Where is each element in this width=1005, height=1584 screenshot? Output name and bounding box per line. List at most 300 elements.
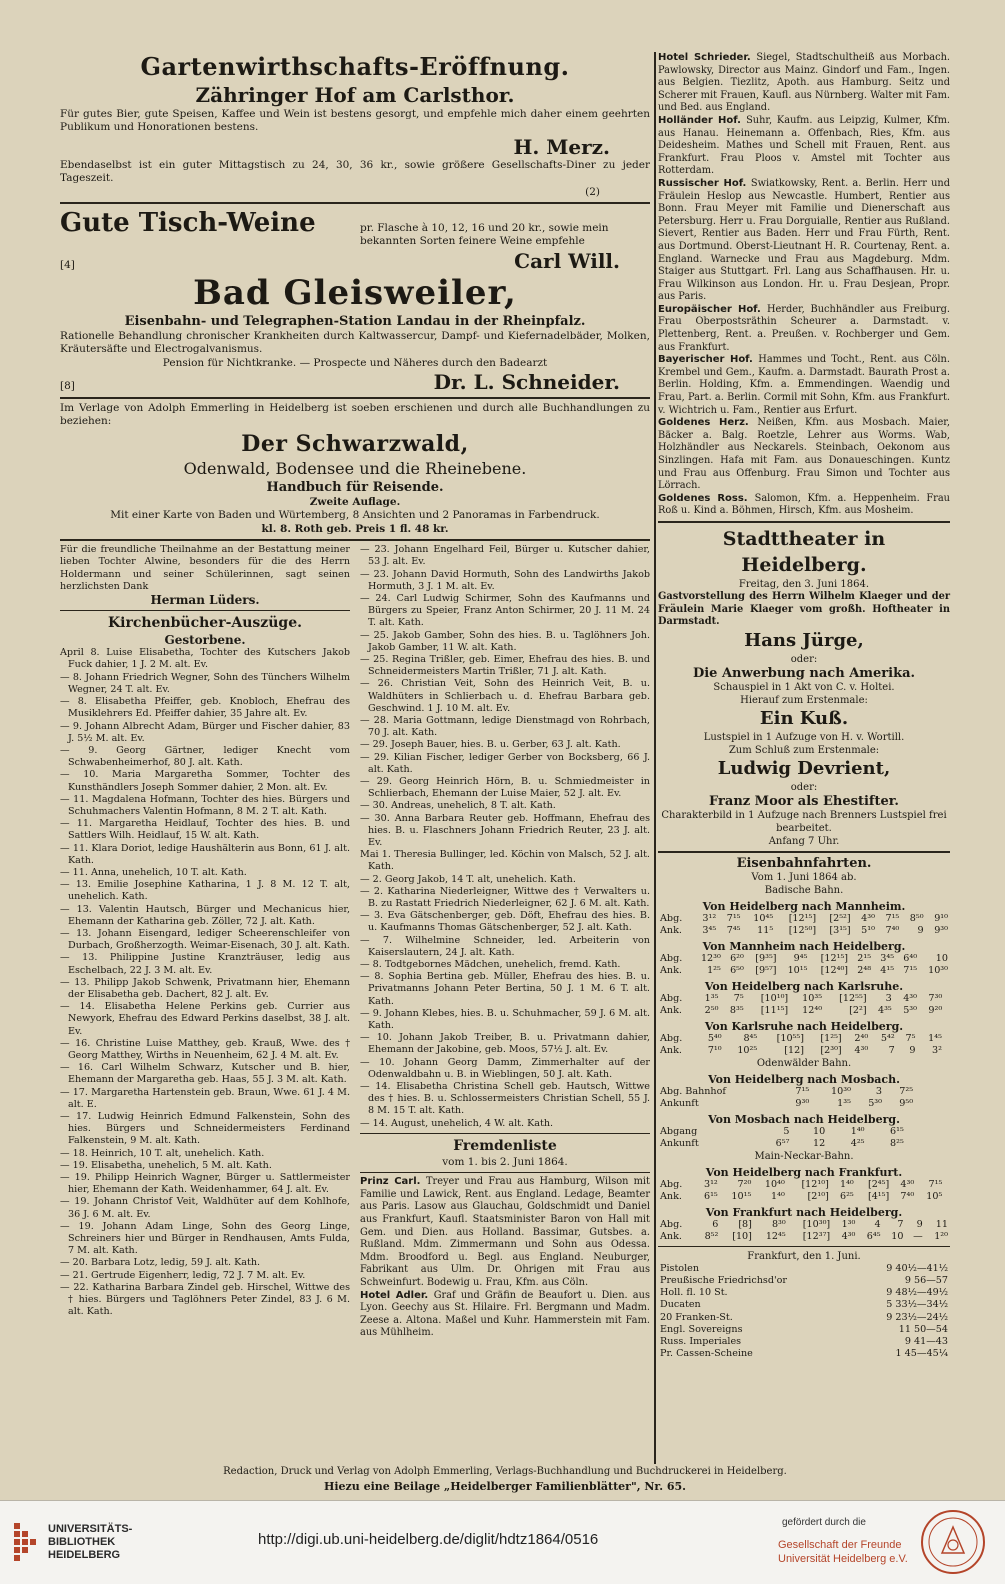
rail-cell	[923, 1138, 932, 1150]
rail-cell: 2⁴⁰	[854, 1032, 869, 1044]
viewer-footer-bar	[0, 1500, 1005, 1584]
death-entry: — 2. Georg Jakob, 14 T. alt, unehelich. Kath.	[360, 873, 576, 885]
rail-row	[658, 1086, 950, 1098]
rail-cell: 8⁵⁰	[909, 912, 924, 924]
death-entry: — 8. Elisabetha Pfeiffer, geb. Knobloch, Ehefrau des Musiklehrers Ed. Pfeiffer dahier, 35 Jahre alt. Ev.	[60, 696, 350, 720]
rate-label: Russ. Imperiales	[660, 1335, 742, 1347]
rail-cell	[941, 1138, 950, 1150]
rate-row	[658, 1275, 950, 1287]
rail-cell: Ank.	[660, 1190, 682, 1202]
rate-label: Pr. Cassen-Scheine	[660, 1348, 753, 1360]
death-entry: — 19. Elisabetha, unehelich, 5 M. alt. Kath.	[60, 1159, 272, 1171]
rail-cell: 8⁵²	[704, 1230, 719, 1242]
rate-row	[658, 1336, 950, 1348]
hotel-name: Hotel Schrieder.	[658, 52, 757, 63]
rail-cell: 9⁴⁵	[793, 952, 808, 964]
rail-cell: 12³⁰	[700, 952, 721, 964]
hotel-name: Holländer Hof.	[658, 114, 747, 126]
death-entry: — 29. Georg Heinrich Hörn, B. u. Schmiedmeister in Schlierbach, Ehemann der Luise Maier, 52 J. alt. Ev.	[360, 775, 650, 800]
kirche-subtitle: Gestorbene.	[164, 633, 246, 648]
rail-line-name: Main-Neckar-Bahn.	[754, 1150, 854, 1162]
death-entry: — 10. Johann Georg Damm, Zimmerhalter auf der Odenwaldbahn u. B. in Wieblingen, 50 J. alt. Kath.	[360, 1056, 650, 1080]
divider	[658, 1246, 950, 1247]
theater-play1-desc: Schauspiel in 1 Akt von C. v. Holtei.	[713, 681, 895, 693]
divider	[60, 397, 650, 399]
footer-imprint: Redaction, Druck und Verlag von Adolph Emmerling, Verlags-Buchhandlung und Buchdruckerei in Heidelberg.	[223, 1466, 787, 1477]
rail-cell: 7¹⁵	[903, 964, 918, 976]
guest-text: Salomon, Kfm. a. Heppenheim. Frau Roß u. Kind a. Böhmen, Hirsch, Kfm. aus Mosheim.	[658, 492, 950, 517]
rate-value: 1 45—45¼	[895, 1348, 948, 1360]
hotel-name: Russischer Hof.	[658, 177, 751, 189]
dank-text: Für die freundliche Theilnahme an der Bestattung meiner lieben Tochter Alwine, besonders für die des Herrn Holdermann und seiner Schülerinnen, sagt seinen herzlichsten Dank	[60, 544, 350, 592]
rail-cell: 7⁴⁰	[885, 924, 900, 936]
theater-play3-desc: Charakterbild in 1 Aufzuge nach Brenners Lustspiel frei bearbeitet.	[661, 809, 947, 834]
rail-route: Von Heidelberg nach Mannheim.	[702, 899, 906, 913]
rail-cell	[915, 1098, 922, 1110]
guest-entry	[658, 178, 950, 304]
death-entry: — 11. Klara Doriot, ledige Haushälterin aus Bonn, 61 J. alt. Kath.	[60, 842, 350, 866]
rail-row	[658, 1191, 950, 1203]
library-name[interactable]	[48, 1523, 132, 1562]
rate-row	[658, 1287, 950, 1299]
divider	[360, 1172, 650, 1173]
rail-cell: Ank.	[660, 924, 682, 936]
theater-play3: Ludwig Devrient,	[717, 757, 891, 779]
rail-cell: 11⁵	[757, 924, 774, 936]
death-entry: — 23. Johann David Hormuth, Sohn des Landwirths Jakob Hormuth, 3 J. 1 M. alt. Ev.	[360, 568, 650, 592]
rail-cell: 9³⁰	[934, 924, 948, 936]
rail-table	[658, 1179, 950, 1203]
rail-line-name: Odenwälder Bahn.	[756, 1057, 852, 1069]
rail-cell: 6¹⁵	[890, 1125, 904, 1137]
rail-cell: 8³⁰	[771, 1218, 786, 1230]
ad-wein-text: pr. Flasche à 10, 12, 16 und 20 kr., sowie mein bekannten Sorten feinere Weine empfehle	[360, 222, 609, 248]
theater-ad	[658, 526, 950, 848]
theater-oder1: oder:	[790, 653, 818, 665]
rate-value: 9 48½—49½	[886, 1287, 948, 1299]
theater-play2: Ein Kuß.	[759, 707, 849, 729]
rail-table	[658, 993, 950, 1017]
rail-cell: 6¹⁵	[703, 1190, 718, 1202]
rail-cell: 5⁴²	[880, 1032, 895, 1044]
rail-row	[658, 1179, 950, 1191]
death-entry: — 9. Johann Klebes, hies. B. u. Schuhmacher, 59 J. 6 M. alt. Kath.	[360, 1007, 650, 1032]
death-entry: — 18. Heinrich, 10 T. alt, unehelich. Kath.	[60, 1147, 265, 1159]
rail-cell	[915, 1126, 924, 1138]
death-entry: — 19. Johann Adam Linge, Sohn des Georg Linge, Schreiners hier und Bürger in Rendhausen, Amts Fulda, 7 M. alt. Kath.	[60, 1220, 350, 1257]
rail-cell: 7⁵	[733, 992, 744, 1004]
death-entry: — 14. Elisabetha Helene Perkins geb. Currier aus Newyork, Ehefrau des Edward Perkins daselbst, 38 J. alt. Ev.	[60, 1001, 350, 1037]
ad-bad-num: [8]	[60, 380, 75, 393]
rail-cell: [2³⁰]	[820, 1044, 842, 1056]
rail-cell: 2⁵⁰	[704, 1004, 719, 1016]
death-entry: — 7. Wilhelmine Schneider, led. Arbeiterin von Kaiserslautern, 24 J. alt. Kath.	[360, 934, 650, 958]
ad-garten-text: Für gutes Bier, gute Speisen, Kaffee und Wein ist bestens gesorgt, und empfehle mich daher einem geehrten Publikum und Honorationen bestens.	[60, 108, 650, 134]
guest-text: Graf und Gräfin de Beaufort u. Dien. aus Lyon. Geechy aus St. Hilaire. Frl. Bergmann und Madm. Zeese a. Altona. Maßel und Kuhr. Hammerstein mit Fam. aus Mühlheim.	[360, 1289, 650, 1339]
rail-cell: 9¹⁰	[934, 912, 948, 924]
inner-col-left	[60, 544, 350, 1340]
theater-date: Freitag, den 3. Juni 1864.	[738, 578, 870, 590]
library-logo-icon[interactable]	[14, 1523, 40, 1563]
rail-row	[658, 1045, 950, 1057]
rail-cell: 10	[891, 1230, 904, 1242]
library-name-line2: BIBLIOTHEK	[48, 1536, 116, 1548]
footer-supplement: Hiezu eine Beilage „Heidelberger Familienblätter", Nr. 65.	[323, 1480, 686, 1493]
theater-oder3: oder:	[790, 781, 818, 793]
rate-value: 9 23½—24½	[886, 1311, 948, 1323]
divider	[360, 1133, 650, 1134]
guest-text: Neißen, Kfm. aus Mosbach. Maier, Bäcker a. Balg. Roetzle, Lehrer aus Worms. Wab, Holzhändler aus Neckarels. Steinbach, Oekonom aus Sinzlingen. Hafa mit Fam. aus Donaueschingen. Kuntz und Frau aus Offenburg. Frau Simon und Tochter aus Lörrach.	[658, 417, 950, 492]
rail-route: Von Frankfurt nach Heidelberg.	[705, 1205, 903, 1219]
rail-cell: 4²⁵	[850, 1137, 865, 1149]
divider	[658, 521, 950, 523]
rail-cell: 1⁴⁰	[850, 1125, 865, 1137]
fremden-list-left	[360, 1176, 650, 1340]
rail-cell	[922, 1098, 929, 1110]
rail-cell: 6⁵⁰	[730, 964, 744, 976]
death-entry: — 3. Eva Gätschenberger, geb. Döft, Ehefrau des hies. B. u. Kaufmanns Thomas Gätschenberger, 52 J. alt. Kath.	[360, 910, 650, 934]
rate-label: Holl. fl. 10 St.	[660, 1287, 728, 1299]
death-entry: — 30. Anna Barbara Reuter geb. Hoffmann, Ehefrau des hies. B. u. Flaschners Johann Friedrich Reuter, 23 J. alt. Ev.	[360, 812, 650, 848]
rail-cell: Abg.	[660, 992, 683, 1004]
rail-cell: 1⁴⁰	[771, 1190, 785, 1202]
guest-text: Treyer und Frau aus Hamburg, Wilson mit Familie und Lawick, Rent. aus England. Ledage, Beamter aus Paris. Lasow aus Glauchau, Goldschmidt und Daniel aus Frankfurt, Kaufl. Staatsminister Baron von Hall mit Gem. und Dien. aus Holland. Bassimar, Gutsbes. a. Rußland. Mdm. Zimmermann und Sohn aus Odessa. Mdm. Broodford u. Begl. aus England. Neuburger, Fabrikant aus Ulm. Dr. Ohrigen mit Frau aus Schweinfurt. Bodewig u. Frau, Kfm. aus Cöln.	[360, 1176, 650, 1288]
rail-cell	[932, 1126, 941, 1138]
kirche-right-list	[360, 544, 650, 1130]
rail-row	[658, 1005, 950, 1017]
rail-table	[658, 1033, 950, 1057]
guest-text: Herder, Buchhändler aus Freiburg. Frau Oberpostsräthin Scheurer a. Darmstadt. v. Plettenberg, Rent. a. Preußen. v. Rochberger und Gem. aus Frankfurt.	[658, 303, 950, 353]
right-column	[658, 52, 950, 1360]
hotel-name: Goldenes Ross.	[658, 492, 755, 504]
theater-erst2: Zum Schluß zum Erstenmale:	[728, 744, 880, 756]
kirche-left-list	[60, 647, 350, 1318]
ad-book-line3: Mit einer Karte von Baden und Würtemberg, 8 Ansichten und 2 Panoramas in Farbendruck.	[110, 509, 600, 522]
rate-value: 9 56—57	[904, 1274, 948, 1286]
ad-garten-subtitle: Zähringer Hof am Carlsthor.	[195, 83, 515, 107]
death-entry: — 11. Anna, unehelich, 10 T. alt. Kath.	[60, 866, 247, 878]
rail-cell: Abgang	[660, 1125, 698, 1137]
rail-cell: [2²]	[849, 1004, 867, 1016]
column-rule	[654, 52, 656, 1464]
rail-cell: 10	[935, 952, 948, 964]
university-seal-icon	[920, 1509, 986, 1575]
rail-cell: [8]	[738, 1218, 752, 1230]
ad-book-line2: Zweite Auflage.	[309, 495, 401, 508]
rail-cell: 1⁴⁰	[839, 1178, 854, 1190]
rail-cell: 4³⁰	[861, 912, 875, 924]
rail-cell: 7⁴⁵	[726, 924, 741, 936]
ad-tischweine	[60, 207, 650, 273]
rail-cell: 7	[897, 1218, 904, 1230]
death-entry: — 13. Philipp Jakob Schwenk, Privatmann hier, Ehemann der Elisabetha geb. Dachert, 82 J. alt. Ev.	[60, 976, 350, 1000]
death-entry: — 17. Margaretha Hartenstein geb. Braun, Wwe. 61 J. 4 M. alt. E.	[60, 1086, 350, 1110]
rail-cell: 9²⁰	[928, 1004, 943, 1016]
library-name-line1: UNIVERSITÄTS-	[48, 1523, 133, 1535]
rail-cell: 4³⁰	[841, 1230, 856, 1242]
rail-line-name: Badische Bahn.	[764, 884, 844, 896]
rail-table	[658, 1086, 950, 1110]
rail-cell: 3⁴⁵	[702, 924, 717, 936]
rate-row	[658, 1263, 950, 1275]
theater-play1: Hans Jürge,	[744, 629, 864, 651]
rail-sections	[658, 884, 950, 1243]
rail-cell: 1³⁵	[837, 1097, 851, 1109]
exchange-rates	[658, 1250, 950, 1361]
rate-row	[658, 1312, 950, 1324]
rail-cell	[915, 1138, 924, 1150]
rate-row	[658, 1324, 950, 1336]
guest-entry	[658, 354, 950, 417]
rail-cell: [11¹⁵]	[760, 1004, 789, 1016]
rail-table	[658, 953, 950, 977]
rail-cell: 7⁵	[905, 1032, 916, 1044]
kirche-title: Kirchenbücher-Auszüge.	[107, 615, 303, 632]
guest-entry	[658, 304, 950, 354]
rail-cell: 10²⁵	[737, 1044, 758, 1056]
rail-cell: [9⁵⁷]	[755, 964, 777, 976]
rail-cell	[941, 1126, 950, 1138]
death-entry: — 25. Regina Trißler, geb. Eimer, Ehefrau des hies. B. und Schneidermeisters Martin Trißler, 71 J. alt. Kath.	[360, 653, 650, 678]
death-entry: — 29. Joseph Bauer, hies. B. u. Gerber, 63 J. alt. Kath.	[360, 739, 621, 751]
guest-text: Suhr, Kaufm. aus Leipzig, Kulmer, Kfm. aus Hanau. Heinemann a. Offenbach, Ries, Kfm. aus Deidesheim. Mathes und Schell mit Frauen, Rent. aus Frankfurt. Frau Ploos v. Amstel mit Tochter aus Rotterdam.	[658, 114, 950, 177]
rail-from: Vom 1. Juni 1864 ab.	[751, 871, 857, 883]
ad-bad-line2: Rationelle Behandlung chronischer Krankheiten durch Kaltwassercur, Dampf- und Kiefernadelbäder, Molken, Kräutersäfte und Electrogalvanismus.	[60, 329, 650, 356]
rail-cell: [12⁵⁰]	[788, 924, 817, 936]
death-entry: — 24. Carl Ludwig Schirmer, Sohn des Kaufmanns und Bürgers zu Speier, Franz Anton Schirmer, 20 J. 11 M. 24 T. alt. Kath.	[360, 592, 650, 629]
library-name-line3: HEIDELBERG	[48, 1549, 121, 1561]
rail-cell: Abg.	[660, 1032, 683, 1044]
death-entry: — 26. Christian Veit, Sohn des Heinrich Veit, B. u. Waldhüters in Schlierbach u. d. Ehefrau Barbara geb. Geschwind. 1 J. 10 M. alt. Ev.	[360, 678, 650, 714]
rail-row	[658, 993, 950, 1005]
death-entry: — 25. Jakob Gamber, Sohn des hies. B. u. Taglöhners Joh. Jakob Gamber, 11 W. alt. Kath.	[360, 629, 650, 653]
hotel-name: Europäischer Hof.	[658, 303, 767, 315]
rail-cell: 8²⁵	[890, 1137, 904, 1149]
rail-cell: 5	[783, 1125, 790, 1137]
rail-route: Von Mosbach nach Heidelberg.	[708, 1112, 900, 1126]
rail-cell	[944, 1191, 950, 1203]
rail-cell: [12¹⁵]	[820, 952, 849, 964]
rail-cell	[944, 993, 950, 1005]
ad-schwarzwald-book	[60, 402, 650, 536]
death-entry: — 16. Christine Luise Matthey, geb. Krauß, Wwe. des † Georg Matthey, Wirths in Neuenheim, 62 J. 4 M. alt. Ev.	[60, 1037, 350, 1061]
death-entry: — 17. Ludwig Heinrich Edmund Falkenstein, Sohn des hies. Bürgers und Schneidermeisters Ferdinand Falkenstein, 9 M. alt. Kath.	[60, 1111, 350, 1147]
death-entry: — 16. Carl Wilhelm Schwarz, Kutscher und B. hier, Ehemann der Margaretha geb. Haas, 55 J. 3 M. alt. Kath.	[60, 1062, 350, 1086]
guest-entry	[360, 1176, 650, 1289]
theater-play1b: Die Anwerbung nach Amerika.	[692, 665, 916, 681]
rail-row	[658, 1219, 950, 1231]
guest-text: Hammes und Tocht., Rent. aus Cöln. Krembel und Gem., Kaufm. a. Darmstadt. Baurath Prost a. Berlin. Holding, Kfm. a. Emmendingen. Waendig und Frau, Part. a. Berlin. Cormil mit Sohn, Kfm. aus Frankfurt. v. Wichtrich u. Fam., Rentier aus Erfurt.	[658, 354, 950, 416]
theater-play2-desc: Lustspiel in 1 Aufzuge von H. v. Wortill.	[703, 731, 905, 743]
rail-cell: 4	[874, 1218, 881, 1230]
two-column-block	[60, 544, 650, 1340]
rail-row	[658, 925, 950, 937]
rail-table	[658, 913, 950, 937]
rail-cell: 10³⁰	[831, 1085, 851, 1097]
rail-cell: 9	[916, 1218, 923, 1230]
ad-wein-num: [4]	[60, 258, 75, 271]
sponsor-line1: Gesellschaft der Freunde	[778, 1539, 902, 1551]
death-entry: — 23. Johann Engelhard Feil, Bürger u. Kutscher dahier, 53 J. alt. Ev.	[360, 544, 650, 568]
ad-bad-line3: Pension für Nichtkranke. — Prospecte und Näheres durch den Badearzt	[162, 356, 548, 369]
rail-table	[658, 1219, 950, 1243]
rail-cell: 3¹²	[702, 912, 717, 924]
rates-table	[658, 1263, 950, 1361]
rail-cell: Abg.	[660, 1178, 683, 1190]
rail-cell: 9³⁰	[795, 1097, 810, 1109]
rail-cell: 8³⁵	[729, 1004, 744, 1016]
ad-book-line1: Handbuch für Reisende.	[266, 479, 444, 495]
rail-cell	[944, 1033, 950, 1045]
rail-cell: 1²⁵	[707, 964, 721, 976]
death-entry: — 11. Margaretha Heidlauf, Tochter des hies. B. und Sattlers Wilh. Heidlauf, 15 W. alt. Kath.	[60, 818, 350, 842]
ad-book-title: Der Schwarzwald,	[241, 430, 469, 457]
rail-cell: 1⁴⁵	[928, 1032, 942, 1044]
death-entry: — 19. Johann Christof Veit, Waldhüter auf dem Kohlhofe, 36 J. 6 M. alt. Ev.	[60, 1196, 350, 1220]
death-entry: — 20. Barbara Lotz, ledig, 59 J. alt. Kath.	[60, 1257, 261, 1269]
ad-wein-signature: Carl Will.	[514, 248, 620, 273]
rail-cell: 9	[909, 1044, 916, 1056]
guest-entry	[658, 52, 950, 115]
guest-text: Swiatkowsky, Rent. a. Berlin. Herr und Fräulein Heslop aus Newcastle. Humbert, Rentier aus Bonn. Frau Meyer mit Familie und Dienerschaft aus Petersburg. Herr u. Frau Dorguialle, Rentier aus Rußland. Sievert, Rentier aus Baden. Herr und Frau Fürth, Rent. aus Dortmund. Oberst-Lieutnant H. R. Courtenay, Rent. a. England. Warnecke und Frau aus Magdeburg. Mdm. Staiger aus Stuttgart. Frl. Lang aus Schaffhausen. Hr. u. Frau Wilkinson aus London. Hr. u. Frau Desjean, Propr. aus Paris.	[658, 177, 950, 303]
death-entry: — 13. Johann Eisengard, lediger Scheerenschleifer von Durbach, Großherzogth. Weimar-Eisenach, 30 J. alt. Kath.	[60, 927, 350, 952]
death-entry: — 14. August, unehelich, 4 W. alt. Kath.	[360, 1117, 554, 1129]
rail-row	[658, 1098, 950, 1110]
rail-cell: 7²⁰	[737, 1178, 752, 1190]
rate-label: Engl. Sovereigns	[660, 1323, 743, 1335]
rail-cell: [10⁵⁵]	[776, 1032, 804, 1044]
rail-row	[658, 1138, 950, 1150]
rail-cell: 10³⁵	[802, 992, 823, 1004]
ad-book-price: kl. 8. Roth geb. Preis 1 fl. 48 kr.	[261, 522, 449, 535]
divider	[60, 202, 650, 204]
death-entry: — 11. Magdalena Hofmann, Tochter des hies. Bürgers und Schuhmachers Valentin Hofmann, 8 M. 2 T. alt. Kath.	[60, 793, 350, 817]
rail-cell: Ankunft	[660, 1097, 699, 1109]
rail-cell: 5³⁰	[868, 1097, 882, 1109]
rail-cell: 7¹⁰	[707, 1044, 722, 1056]
death-entry: — 30. Andreas, unehelich, 8 T. alt. Kath.	[360, 800, 556, 812]
death-entry: Mai 1. Theresia Bullinger, led. Köchin von Malsch, 52 J. alt. Kath.	[360, 849, 650, 873]
ad-bad-line1: Eisenbahn- und Telegraphen-Station Landau in der Rheinpfalz.	[124, 313, 586, 329]
dank-signature: Herman Lüders.	[150, 593, 260, 608]
rail-route: Von Heidelberg nach Frankfurt.	[705, 1165, 903, 1179]
ad-bad-signature: Dr. L. Schneider.	[433, 370, 620, 395]
ad-bad-gleisweiler	[60, 273, 650, 394]
rail-cell: [4¹⁵]	[867, 1190, 890, 1202]
ad-garten-num: (2)	[585, 185, 600, 198]
rate-value: 9 41—43	[904, 1335, 948, 1347]
theater-start: Anfang 7 Uhr.	[768, 835, 840, 847]
rail-row	[658, 953, 950, 965]
guest-entry	[658, 493, 950, 518]
rail-cell: [12⁵⁵]	[839, 992, 867, 1004]
fremden-title: Fremdenliste	[453, 1137, 557, 1154]
rate-row	[658, 1348, 950, 1360]
death-entry: — 13. Philippine Justine Kranzträuser, ledig aus Eschelbach, 22 J. 3 M. alt. Ev.	[60, 952, 350, 976]
death-entry: — 19. Philipp Heinrich Wagner, Bürger u. Sattlermeister hier, Ehemann der Kath. Weidenhammer, 64 J. alt. Ev.	[60, 1172, 350, 1196]
rail-cell: 1³⁵	[704, 992, 719, 1004]
rail-cell: —	[913, 1230, 923, 1242]
theater-title: Stadttheater in Heidelberg.	[722, 527, 886, 576]
left-column	[60, 52, 650, 1340]
guest-entry	[658, 115, 950, 178]
guest-entry	[360, 1290, 650, 1340]
rail-cell: 10⁴⁰	[764, 1178, 785, 1190]
rail-cell	[943, 1098, 950, 1110]
ad-book-subtitle: Odenwald, Bodensee und die Rheinebene.	[183, 458, 527, 478]
ad-bad-title: Bad Gleisweiler,	[193, 272, 517, 313]
rail-row	[658, 1126, 950, 1138]
rail-cell: [12⁴⁰]	[820, 964, 849, 976]
rail-cell: 7³⁰	[928, 992, 943, 1004]
rate-label: Preußische Friedrichsd'or	[660, 1274, 787, 1286]
rail-cell: [12¹⁰]	[801, 1178, 829, 1190]
rate-label: Pistolen	[660, 1262, 700, 1274]
rail-cell: 9	[917, 924, 924, 936]
rail-route: Von Heidelberg nach Mosbach.	[708, 1072, 900, 1086]
rail-cell: 6²⁵	[839, 1190, 854, 1202]
rail-cell: Ankunft	[660, 1137, 699, 1149]
rail-route: Von Karlsruhe nach Heidelberg.	[704, 1019, 904, 1033]
rail-cell: 6⁴⁵	[866, 1230, 881, 1242]
rail-cell: 12⁴⁰	[802, 1004, 823, 1016]
rail-cell	[936, 1086, 943, 1098]
rail-cell: Ank.	[660, 964, 682, 976]
rail-cell	[944, 1045, 950, 1057]
rail-cell: 12⁴⁵	[765, 1230, 786, 1242]
death-entry: — 8. Johann Friedrich Wegner, Sohn des Tünchers Wilhelm Wegner, 24 T. alt. Ev.	[60, 671, 350, 695]
rail-cell: Ank.	[660, 1230, 682, 1242]
rail-cell	[936, 1098, 943, 1110]
death-entry: — 13. Valentin Hautsch, Bürger und Mechanicus hier, Ehemann der Katharina geb. Zöller, 72 J. alt. Kath.	[60, 903, 350, 927]
rail-cell: [12]	[784, 1044, 804, 1056]
rail-cell: 10³⁰	[928, 964, 948, 976]
rail-cell: 6⁴⁰	[903, 952, 918, 964]
fremden-dates: vom 1. bis 2. Juni 1864.	[442, 1155, 568, 1168]
rail-cell: 6²⁰	[730, 952, 744, 964]
rate-label: Ducaten	[660, 1299, 701, 1311]
permalink-url[interactable]: http://digi.ub.uni-heidelberg.de/diglit/hdtz1864/0516	[258, 1531, 599, 1548]
rail-cell: 1²⁰	[934, 1230, 948, 1242]
hotel-name: Goldenes Herz.	[658, 417, 758, 429]
death-entry: — 14. Elisabetha Christina Schell geb. Hautsch, Wittwe des † hies. B. u. Schlossermeisters Christian Schell, 55 J. 8 M. 15 T. alt. Kath.	[360, 1081, 650, 1117]
rail-cell: 4³⁰	[854, 1044, 869, 1056]
theater-play3b: Franz Moor als Ehestifter.	[709, 793, 899, 809]
death-entry: — 10. Maria Margaretha Sommer, Tochter des Kunsthändlers Joseph Sommer dahier, 2 Mon. alt. Ev.	[60, 769, 350, 793]
theater-erst1: Hierauf zum Erstenmale:	[740, 694, 868, 706]
rail-cell: 7¹⁵	[726, 912, 741, 924]
rail-row	[658, 1231, 950, 1243]
rail-cell	[944, 1005, 950, 1017]
rail-cell: 2¹⁵	[857, 952, 872, 964]
rail-cell: 10¹⁵	[731, 1190, 752, 1202]
rail-cell: 3²	[932, 1044, 942, 1056]
theater-guest: Gastvorstellung des Herrn Wilhelm Klaeger und der Fräulein Marie Klaeger vom großh. Hoftheater in Darmstadt.	[658, 590, 950, 628]
ad-gartenwirthschaft	[60, 52, 650, 199]
rail-route: Von Mannheim nach Heidelberg.	[702, 939, 906, 953]
rail-cell: 7¹⁵	[928, 1178, 943, 1190]
guest-text: Siegel, Stadtschultheiß aus Morbach. Pawlowsky, Director aus Mainz. Gindorf und Fam., Ingen. aus Belgien. Tiezlitz, Apoth. aus Hamburg. Seitz und Scherer mit Frauen, Kaufl. aus Nürnberg. Walter mit Fam. und Bed. aus England.	[658, 52, 950, 114]
sponsor-name[interactable]	[778, 1538, 908, 1566]
divider	[658, 851, 950, 853]
rail-cell: 8⁴⁵	[743, 1032, 758, 1044]
rail-cell: 7¹⁵	[885, 912, 900, 924]
ad-wein-title: Gute Tisch-Weine	[60, 208, 316, 239]
railway-timetable	[658, 856, 950, 1243]
death-entry: April 8. Luise Elisabetha, Tochter des Kutschers Jakob Fuck dahier, 1 J. 2 M. alt. Ev.	[60, 647, 350, 671]
rail-cell: [2⁴⁵]	[867, 1178, 890, 1190]
divider	[60, 610, 350, 611]
